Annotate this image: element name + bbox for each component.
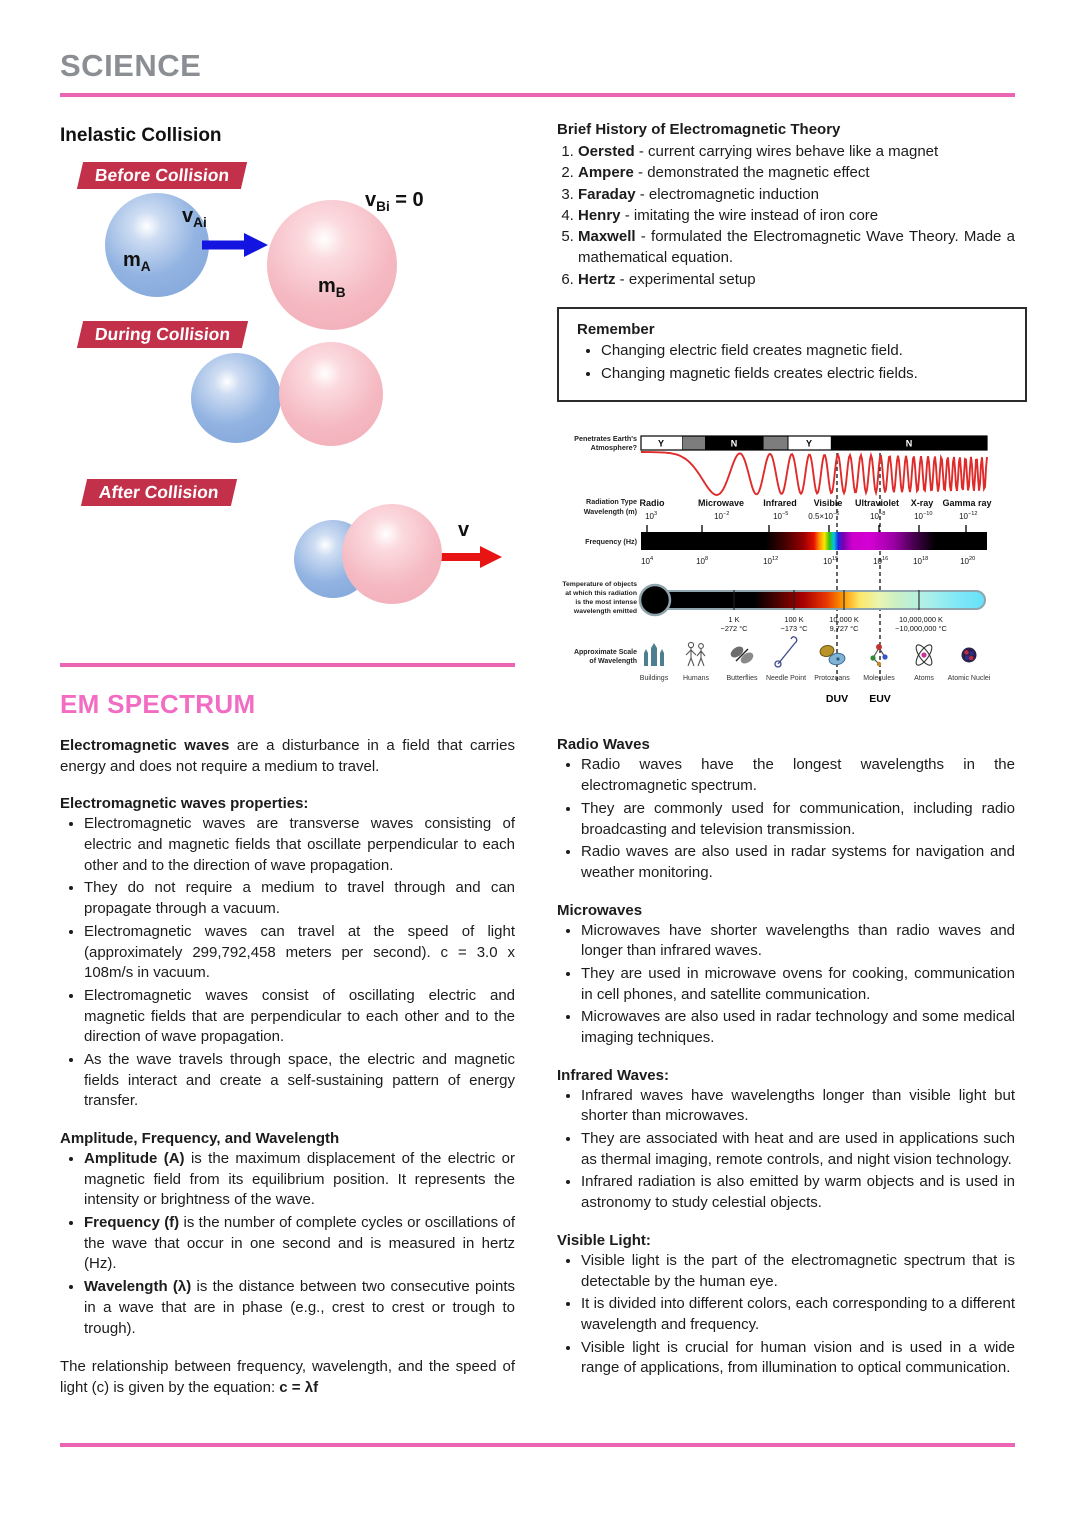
visible-light-list [557,1251,1015,1379]
list-item: • Infrared radiation is also emitted by warm objects and is used in astronomy to study celestial objects. [581,1172,1015,1213]
remember-box [557,307,1027,402]
svg-text:15: 15 [832,556,839,563]
inelastic-collision-heading: Inelastic Collision [60,125,222,146]
svg-text:N: N [730,438,738,449]
svg-text:1 K: 1 K [728,615,740,625]
svg-text:Radio: Radio [639,498,665,509]
svg-text:Y: Y [657,438,665,449]
svg-text:100 K: 100 K [784,615,804,625]
svg-text:Ultraviolet: Ultraviolet [854,498,900,509]
thermometer [640,585,985,615]
svg-text:0.5×10: 0.5×10 [808,512,833,522]
list-item: • Changing electric field creates magnetic field. [601,341,1007,362]
list-item: • Radio waves have the longest wavelengths in the electromagnetic spectrum. [581,755,1015,796]
list-item: • They are commonly used for communication, including radio broadcasting and television transmission. [581,799,1015,840]
em-spectrum-diagram [559,428,1015,718]
duv-label: DUV [825,693,849,706]
svg-text:10: 10 [641,557,650,567]
penetrates-label: Penetrates Earth's [574,434,637,444]
svg-text:~10,000,000 °C: ~10,000,000 °C [895,624,947,634]
temperature-label: Temperature of objects [562,581,637,589]
atoms-icon [913,643,934,668]
svg-text:9,727 °C: 9,727 °C [829,624,859,634]
svg-text:Y: Y [805,438,813,449]
before-collision-banner: Before Collision [77,162,247,189]
left-column [60,115,515,1399]
svg-text:X-ray: X-ray [910,498,934,509]
svg-text:10,000 K: 10,000 K [829,615,859,625]
inelastic-collision-figure [60,157,515,649]
svg-text:is the most intense: is the most intense [575,599,637,607]
page-title: SCIENCE [60,48,202,83]
right-column [557,115,1015,1399]
svg-text:Protozoans: Protozoans [814,675,850,683]
afw-list [60,1149,515,1339]
list-item: • They do not require a medium to travel through and can propagate through a vacuum. [84,878,515,919]
svg-text:Infrared: Infrared [763,498,797,509]
svg-text:10,000,000 K: 10,000,000 K [899,615,943,625]
svg-text:16: 16 [882,556,889,563]
top-divider [60,93,1015,97]
svg-text:18: 18 [922,556,929,563]
after-collision-banner: After Collision [81,479,237,506]
svg-text:−173 °C: −173 °C [780,624,808,634]
list-item: 6. Hertz - experimental setup [578,269,1015,290]
svg-text:−2: −2 [723,511,730,518]
ball-b-after [342,504,442,604]
svg-text:20: 20 [969,556,976,563]
remember-heading: Remember [577,321,655,339]
svg-text:−6: −6 [833,511,840,518]
history-list [557,141,1015,290]
frequency-tick-labels [641,556,975,566]
mass-a-label: $m_A$ [123,249,151,274]
svg-text:10: 10 [873,557,882,567]
list-item: • Electromagnetic waves consist of oscillating electric and magnetic fields that are perpendicular to each other and to the direction of wave propagation. [84,986,515,1048]
svg-text:10: 10 [913,557,922,567]
svg-text:10: 10 [959,512,968,522]
microwaves-heading: Microwaves [557,901,643,919]
list-item: • Radio waves are also used in radar systems for navigation and weather monitoring. [581,842,1015,883]
svg-text:Gamma ray: Gamma ray [942,498,992,509]
list-item: • They are associated with heat and are used in applications such as thermal imaging, remote controls, and night vision technology. [581,1129,1015,1170]
svg-text:12: 12 [772,556,779,563]
svg-text:of Wavelength: of Wavelength [589,658,637,666]
microwaves-list [557,921,1015,1049]
svg-text:Butterflies: Butterflies [726,675,758,683]
infrared-waves-list [557,1086,1015,1214]
svg-text:10: 10 [773,512,782,522]
svg-text:−8: −8 [879,511,886,518]
em-properties-heading: Electromagnetic waves properties: [60,795,309,813]
history-heading: Brief History of Electromagnetic Theory [557,121,841,138]
temperature-tick-labels [721,615,948,633]
final-velocity-arrow [438,544,504,570]
svg-text:−5: −5 [782,511,789,518]
svg-text:Needle Point: Needle Point [765,675,807,683]
svg-text:Visible: Visible [813,498,843,509]
frequency-ticks-top [647,525,966,532]
list-item: • They are used in microwave ovens for cooking, communication in cell phones, and satellite communication. [581,964,1015,1005]
svg-text:Humans: Humans [682,675,710,683]
svg-text:−12: −12 [968,511,978,518]
radio-waves-heading: Radio Waves [557,736,650,754]
list-item: • Wavelength (λ) is the distance between two consecutive points in a wave that are in phase (e.g., crest to crest or trough to trough). [84,1277,515,1339]
list-item: 4. Henry - imitating the wire instead of iron core [578,205,1015,226]
scale-item-labels [640,675,991,682]
svg-text:10: 10 [696,557,705,567]
velocity-a-arrow [198,231,270,259]
list-item: • Visible light is the part of the electromagnetic spectrum that is detectable by the human eye. [581,1251,1015,1292]
list-item: • It is divided into different colors, each corresponding to a different wavelength and frequency. [581,1294,1015,1335]
atomic-nuclei-icon [962,648,977,663]
ball-b-before [267,200,397,330]
buildings-icon [644,643,664,666]
svg-text:10: 10 [645,512,654,522]
list-item: 1. Oersted - current carrying wires behave like a magnet [578,141,1015,162]
list-item: 2. Ampere - demonstrated the magnetic effect [578,162,1015,183]
list-item: 5. Maxwell - formulated the Electromagnetic Wave Theory. Made a mathematical equation. [578,226,1015,269]
svg-text:10: 10 [914,512,923,522]
visible-light-heading: Visible Light: [557,1231,651,1249]
svg-text:at which this radiation: at which this radiation [565,590,637,598]
protozoans-icon [819,644,846,666]
radiation-type-label: Radiation Type [586,497,637,507]
infrared-waves-heading: Infrared Waves: [557,1066,669,1084]
list-item: • Microwaves are also used in radar technology and some medical imaging techniques. [581,1007,1015,1048]
svg-text:Wavelength (m): Wavelength (m) [583,507,637,517]
afw-heading: Amplitude, Frequency, and Wavelength [60,1130,340,1147]
svg-text:−272 °C: −272 °C [720,624,748,634]
list-item: 3. Faraday - electromagnetic induction [578,184,1015,205]
list-item: • Changing magnetic fields creates electric fields. [601,364,1007,385]
svg-text:10: 10 [960,557,969,567]
svg-text:10: 10 [823,557,832,567]
svg-text:Atmosphere?: Atmosphere? [590,443,637,453]
svg-text:10: 10 [714,512,723,522]
svg-text:wavelength emitted: wavelength emitted [573,608,637,616]
svg-text:10: 10 [870,512,879,522]
em-wave-path [641,452,987,495]
scale-label: Approximate Scale [573,649,637,657]
list-item: • As the wave travels through space, the electric and magnetic fields interact and create a self-sustaining pattern of energy transfer. [84,1050,515,1112]
remember-list [577,341,1007,384]
svg-text:10: 10 [763,557,772,567]
humans-icon [686,643,705,667]
svg-text:3: 3 [654,511,658,518]
ball-a-during [191,353,281,443]
euv-label: EUV [869,693,891,706]
list-item: • Amplitude (A) is the maximum displacement of the electric or magnetic field from its equilibrium position. It represents the intensity or brightness of the wave. [84,1149,515,1211]
mass-b-label: $m_B$ [318,275,346,300]
atmosphere-bar [641,436,987,450]
svg-text:Atomic Nuclei: Atomic Nuclei [947,675,991,683]
molecules-icon [870,644,887,666]
list-item: • Microwaves have shorter wavelengths than radio waves and longer than infrared waves. [581,921,1015,962]
bottom-divider [60,1443,1015,1447]
em-properties-list [60,814,515,1112]
velocity-b-label: $v_{Bi} = 0$ [365,189,424,214]
list-item: • Electromagnetic waves are transverse waves consisting of electric and magnetic fields that oscillate perpendicular to each other and to the direction of wave propagation. [84,814,515,876]
velocity-a-label: $v_{Ai}$ [182,205,207,230]
svg-text:−10: −10 [923,511,933,518]
ball-b-during [279,342,383,446]
frequency-label: Frequency (Hz) [585,537,637,547]
list-item: • Electromagnetic waves can travel at the speed of light (approximately 299,792,458 meters per second). c = 3.0 x 108m/s in vacuum. [84,922,515,984]
svg-text:4: 4 [650,556,654,563]
svg-text:8: 8 [705,556,709,563]
left-divider [60,663,515,667]
radio-waves-list [557,755,1015,883]
svg-text:Molecules: Molecules [863,675,895,683]
final-velocity-label: v [458,519,470,541]
svg-text:Microwave: Microwave [697,498,745,509]
list-item: • Visible light is crucial for human vision and is used in a wide range of applications, from illumination to optical communication. [581,1338,1015,1379]
radiation-bands [639,498,991,521]
during-collision-banner: During Collision [77,321,248,348]
list-item: • Infrared waves have wavelengths longer than visible light but shorter than microwaves. [581,1086,1015,1127]
em-intro: Electromagnetic waves are a disturbance in a field that carries energy and does not require a medium to travel. [60,737,515,775]
needle-point-icon [775,637,797,667]
frequency-spectrum-bar [641,532,987,550]
list-item: • Frequency (f) is the number of complete cycles or oscillations of the wave that occur in one second and is measured in hertz (Hz). [84,1213,515,1275]
svg-text:N: N [905,438,913,449]
em-spectrum-heading: EM SPECTRUM [60,689,256,719]
svg-text:Buildings: Buildings [639,675,669,683]
butterflies-icon [729,645,756,666]
svg-text:Atoms: Atoms [914,675,934,683]
relation-paragraph: The relationship between frequency, wavelength, and the speed of light (c) is given by the equation: c = λf [60,1358,515,1396]
